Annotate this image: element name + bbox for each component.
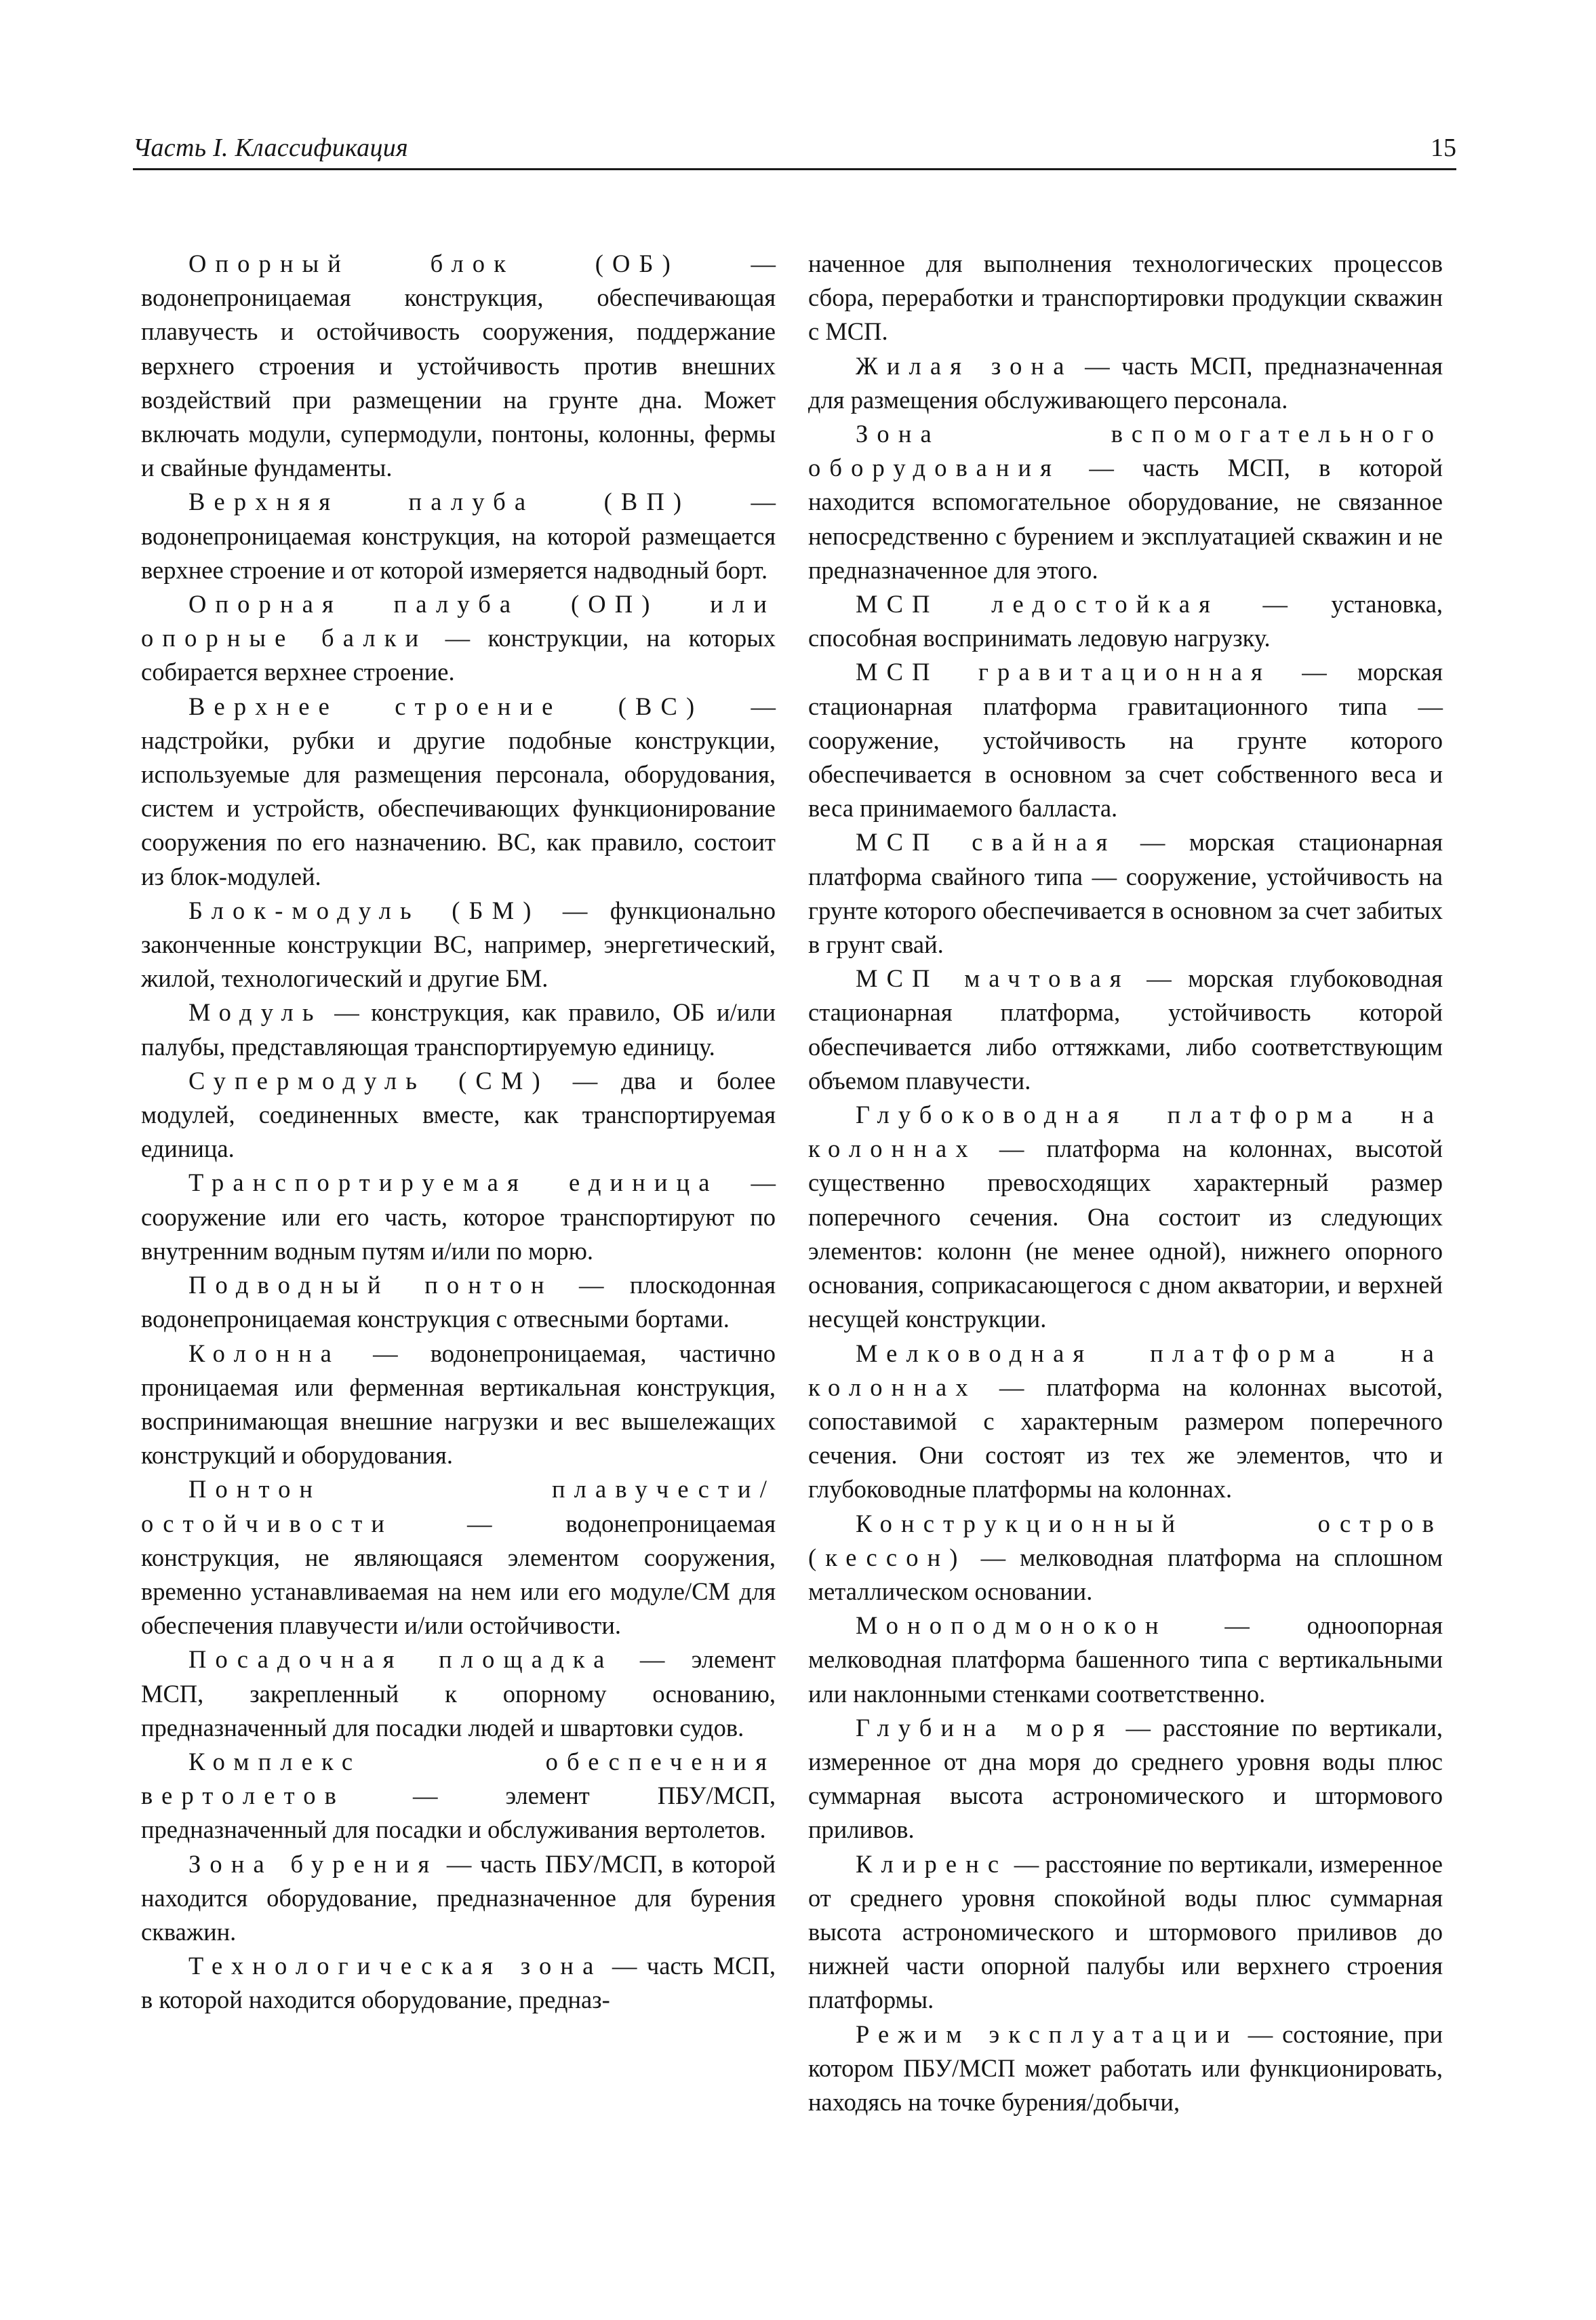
definition-entry [141, 485, 776, 587]
definition-entry [141, 1166, 776, 1268]
definition-entry [808, 655, 1443, 825]
definition-entry [808, 1098, 1443, 1336]
definition-entry [808, 587, 1443, 655]
defined-term: Блок-модуль (БМ) [188, 896, 540, 924]
defined-term: Моноподмонокон [856, 1611, 1168, 1640]
definition-entry [141, 1643, 776, 1745]
definition-entry [808, 349, 1443, 417]
definition-text: — расстояние по вертикали, измеренное от среднего уровня спокойной воды плюс суммарная высота астрономического и штормового приливов до нижней части опорной палубы или верхнего строения платформы. [808, 1849, 1443, 2014]
definition-entry [808, 1711, 1443, 1847]
definition-entry [808, 962, 1443, 1098]
running-title: Часть I. Классификация [133, 134, 409, 162]
definition-entry [141, 894, 776, 996]
definition-entry [141, 1949, 776, 2017]
defined-term: Жилая зона [856, 351, 1073, 380]
right-column [808, 247, 1443, 2119]
definition-entry [808, 825, 1443, 962]
definition-entry [808, 247, 1443, 349]
defined-term: МСП гравитационная [856, 658, 1272, 686]
defined-term: Режим эксплуатации [856, 2020, 1239, 2048]
page-number: 15 [1431, 134, 1456, 162]
defined-term: Понтон плавучести/остойчивости [141, 1475, 776, 1537]
definition-text: — функционально законченные конструкции ВС, например, энергетический, жилой, технологический и другие БМ. [141, 896, 776, 993]
definition-entry [808, 1847, 1443, 2018]
definition-entry [141, 1847, 776, 1950]
definition-text: — платформа на колоннах, высотой существенно превосходящих характерный размер поперечного сечения. Она состоит из следующих элементов: колонн (не менее одной), нижнего опорного основания, соприкасающегося с дном акватории, и верхней несущей конструкции. [808, 1135, 1443, 1333]
definition-entry [808, 1507, 1443, 1609]
defined-term: Конструкционный остров (кессон) [808, 1509, 1443, 1571]
defined-term: Подводный понтон [188, 1271, 553, 1299]
definition-text: — морская стационарная платформа гравитационного типа — сооружение, устойчивость на грунте которого обеспечивается в основном за счет собственного веса и веса принимаемого балласта. [808, 658, 1443, 823]
definition-entry [141, 690, 776, 894]
definition-entry [808, 417, 1443, 587]
definition-entry [141, 996, 776, 1063]
defined-term: Мелководная платформа на колоннах [808, 1339, 1443, 1401]
definition-text: — часть МСП, предназначенная для размещения обслуживающего персонала. [808, 351, 1443, 414]
definition-text: — надстройки, рубки и другие подобные конструкции, используемые для размещения персонала, оборудования, систем и устройств, обеспечивающих функционирование сооружения по его назначению. ВС, как правило, состоит из блок-модулей. [141, 692, 776, 890]
definition-entry [141, 1268, 776, 1336]
definition-text: — элемент ПБУ/МСП, предназначенный для посадки и обслуживания вертолетов. [141, 1782, 776, 1844]
definition-text: — элемент МСП, закрепленный к опорному основанию, предназначенный для посадки людей и швартовки судов. [141, 1645, 776, 1742]
definition-entry [141, 247, 776, 485]
definition-text: — одноопорная мелководная платформа башенного типа с вертикальными или наклонными стенками соответственно. [808, 1611, 1443, 1708]
definition-entry [141, 1745, 776, 1847]
definition-entry [141, 1472, 776, 1643]
defined-term: Модуль [188, 998, 323, 1027]
definition-text: — установка, способная воспринимать ледовую нагрузку. [808, 590, 1443, 652]
running-header [133, 129, 1456, 170]
definition-text: — два и более модулей, соединенных вместе, как транспортируемая единица. [141, 1066, 776, 1163]
defined-term: Комплекс обеспечения вертолетов [141, 1747, 776, 1810]
definition-text: — водонепроницаемая конструкция, не являющаяся элементом сооружения, временно устанавливаемая на нем или его модуле/СМ для обеспечения плавучести и/или остойчивости. [141, 1509, 776, 1640]
definition-entry [808, 1609, 1443, 1711]
definition-text: — конструкция, как правило, ОБ и/или палубы, представляющая транспортируемую единицу. [141, 998, 776, 1061]
defined-term: Глубина моря [856, 1713, 1114, 1742]
definition-text: — мелководная платформа на сплошном металлическом основании. [808, 1543, 1443, 1605]
definition-text: — водонепроницаемая, частично проницаемая или ферменная вертикальная конструкция, воспринимающая внешние нагрузки и вес вышележащих конструкций и оборудования. [141, 1339, 776, 1470]
defined-term: Зона бурения [188, 1849, 439, 1878]
definition-text: — расстояние по вертикали, измеренное от дна моря до среднего уровня воды плюс суммарная высота астрономического и штормового приливов. [808, 1713, 1443, 1844]
definition-text: — состояние, при котором ПБУ/МСП может работать или функционировать, находясь на точке бурения/добычи, [808, 2020, 1443, 2116]
defined-term: Глубоководная платформа на колоннах [808, 1101, 1443, 1163]
defined-term: МСП свайная [856, 828, 1117, 857]
definition-text: — плоскодонная водонепроницаемая конструкция с отвесными бортами. [141, 1271, 776, 1333]
defined-term: Транспортируемая единица [188, 1168, 719, 1197]
definition-entry [141, 587, 776, 690]
defined-term: Технологическая зона [188, 1952, 603, 1980]
defined-term: Опорная палуба (ОП) или опорные балки [141, 590, 776, 652]
definition-text: — часть ПБУ/МСП, в которой находится оборудование, предназначенное для бурения скважин. [141, 1849, 776, 1946]
defined-term: Посадочная площадка [188, 1645, 614, 1674]
definition-text: — платформа на колоннах высотой, сопоставимой с характерным размером поперечного сечения. Они состоят из тех же элементов, что и глубоководные платформы на колоннах. [808, 1373, 1443, 1503]
definition-text: — морская глубоководная стационарная платформа, устойчивость которой обеспечивается либо оттяжками, либо соответствующим объемом плавучести. [808, 964, 1443, 1095]
definition-text: — водонепроницаемая конструкция, на которой размещается верхнее строение и от которой измеряется надводный борт. [141, 488, 776, 584]
definition-text: — водонепроницаемая конструкция, обеспечивающая плавучесть и остойчивость сооружения, поддержание верхнего строения и устойчивость против внешних воздействий при размещении на грунте дна. Может включать модули, супермодули, понтоны, колонны, фермы и свайные фундаменты. [141, 250, 776, 482]
defined-term: Супермодуль (СМ) [188, 1066, 549, 1095]
definition-text: — сооружение или его часть, которое транспортируют по внутренним водным путям и/или по морю. [141, 1168, 776, 1265]
defined-term: Верхняя палуба (ВП) [188, 488, 691, 516]
defined-term: Зона вспомогательного оборудования [808, 420, 1443, 482]
defined-term: МСП мачтовая [856, 964, 1130, 993]
defined-term: Клиренс [856, 1849, 1008, 1878]
definition-text: — конструкции, на которых собирается верхнее строение. [141, 624, 776, 686]
left-column [141, 247, 776, 2018]
definition-text: — морская стационарная платформа свайного типа — сооружение, устойчивость на грунте которого обеспечивается в основном за счет забитых в грунт свай. [808, 828, 1443, 959]
defined-term: МСП ледостойкая [856, 590, 1220, 618]
definition-entry [141, 1064, 776, 1166]
definition-text: — часть МСП, в которой находится вспомогательное оборудование, не связанное непосредственно с бурением и эксплуатацией скважин и не предназначенное для этого. [808, 454, 1443, 584]
defined-term: Колонна [188, 1339, 341, 1367]
definition-text: наченное для выполнения технологических процессов сбора, переработки и транспортировки продукции скважин с МСП. [808, 250, 1443, 346]
definition-entry [808, 1337, 1443, 1507]
definition-text: — часть МСП, в которой находится оборудование, предназ- [141, 1952, 776, 2014]
defined-term: Опорный блок (ОБ) [188, 250, 679, 277]
defined-term: Верхнее строение (ВС) [188, 692, 704, 720]
definition-entry [141, 1337, 776, 1473]
definition-entry [808, 2018, 1443, 2120]
